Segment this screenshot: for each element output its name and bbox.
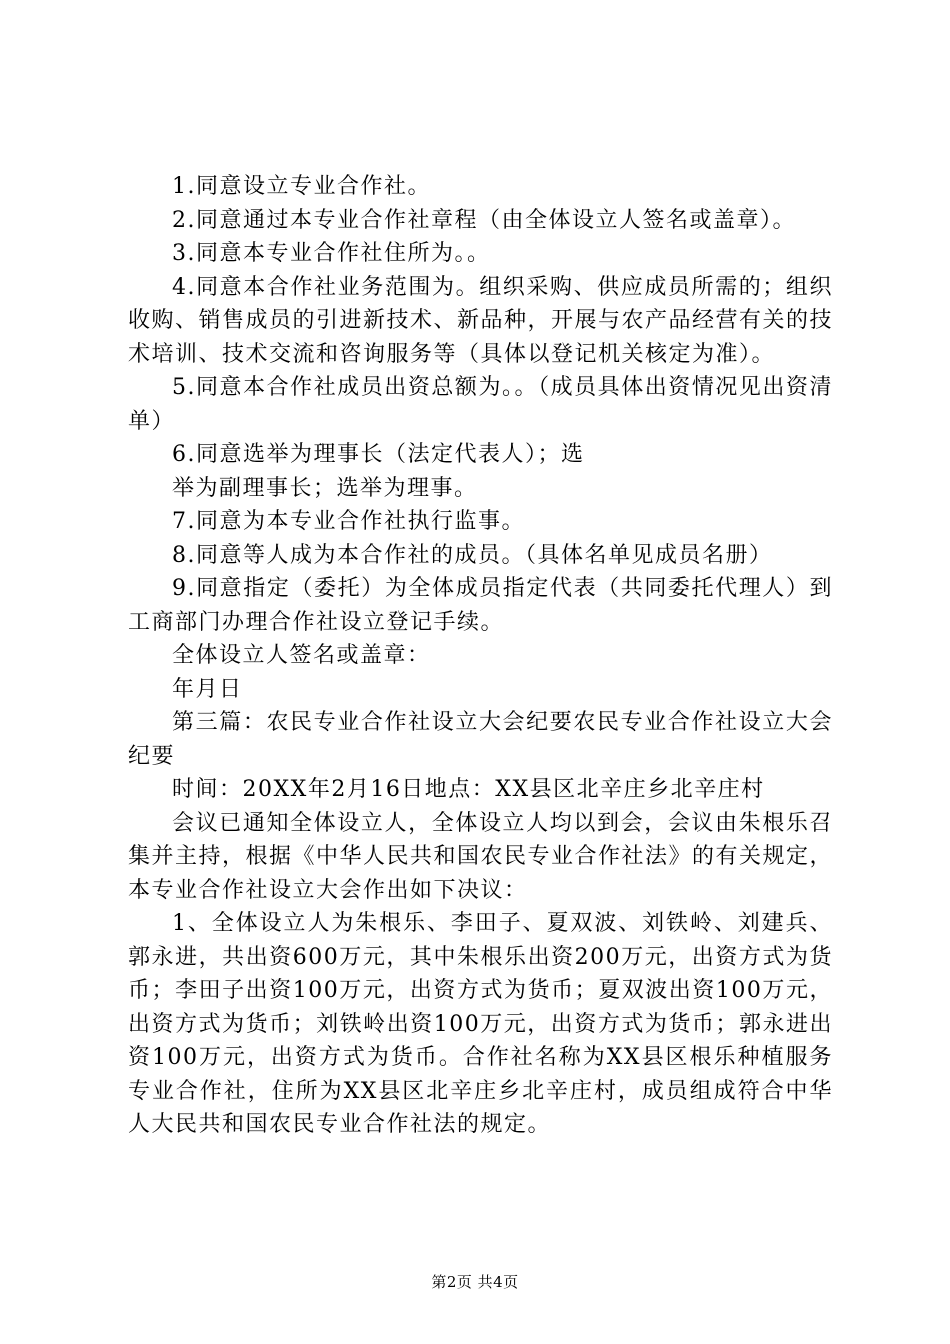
- resolution-item-4: 4.同意本合作社业务范围为。组织采购、供应成员所需的；组织收购、销售成员的引进新技术、新品种，开展与农产品经营有关的技术培训、技术交流和咨询服务等（具体以登记机关核定为准）。: [128, 274, 834, 367]
- decision-item-1: 1、全体设立人为朱根乐、李田子、夏双波、刘铁岭、刘建兵、郭永进，共出资600万元，其中朱根乐出资200万元，出资方式为货币；李田子出资100万元，出资方式为货币；夏双波出资100万元，出资方式为货币；刘铁岭出资100万元，出资方式为货币；郭永进出资100万元，出资方式为货币。合作社名称为XX县区根乐种植服务专业合作社，住所为XX县区北辛庄乡北辛庄村，成员组成符合中华人大民共和国农民专业合作社法的规定。: [128, 911, 834, 1137]
- resolution-item-1: 1.同意设立专业合作社。: [172, 174, 431, 199]
- resolution-item-7: 7.同意为本专业合作社执行监事。: [172, 509, 525, 534]
- page-number: 第2页 共4页: [431, 1273, 519, 1291]
- meeting-intro: 会议已通知全体设立人，全体设立人均以到会，会议由朱根乐召集并主持，根据《中华人民共和国农民专业合作社法》的有关规定，本专业合作社设立大会作出如下决议：: [128, 810, 834, 903]
- meeting-time-place: 时间：20XX年2月16日地点：XX县区北辛庄乡北辛庄村: [172, 777, 765, 802]
- date-line: 年月日: [172, 676, 243, 702]
- resolution-item-2: 2.同意通过本专业合作社章程（由全体设立人签名或盖章）。: [172, 207, 796, 233]
- resolution-item-9: 9.同意指定（委托）为全体成员指定代表（共同委托代理人）到工商部门办理合作社设立登记手续。: [128, 576, 833, 635]
- resolution-item-6-continued: 举为副理事长；选举为理事。: [172, 475, 478, 501]
- resolution-item-8: 8.同意等人成为本合作社的成员。（具体名单见成员名册）: [172, 542, 773, 568]
- document-body: [128, 170, 833, 1142]
- signature-line: 全体设立人签名或盖章：: [172, 643, 431, 668]
- resolution-item-5: 5.同意本合作社成员出资总额为。。（成员具体出资情况见出资清单）: [128, 375, 833, 434]
- resolution-item-3: 3.同意本专业合作社住所为。。: [172, 241, 491, 266]
- resolution-item-6: 6.同意选举为理事长（法定代表人）；选: [172, 442, 585, 467]
- section-title: 第三篇：农民专业合作社设立大会纪要农民专业合作社设立大会纪要: [128, 710, 833, 769]
